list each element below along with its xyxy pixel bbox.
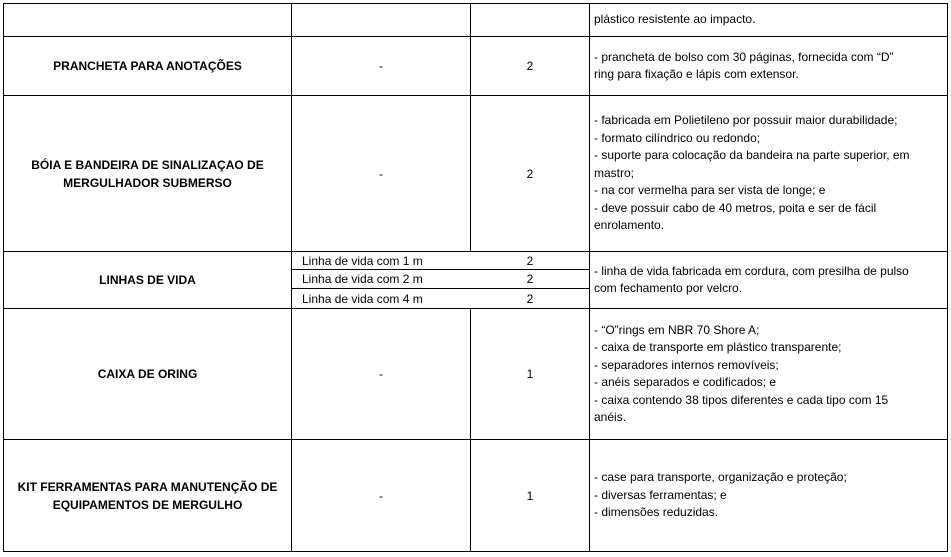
equipment-table — [3, 3, 948, 552]
quantity-cell: 2 — [526, 166, 534, 181]
description-cell — [590, 96, 947, 251]
item-name — [4, 4, 291, 36]
quantity-cell: 2 — [526, 291, 534, 306]
description-cell — [590, 4, 947, 36]
description-line: - case para transporte, organização e proteção; — [594, 470, 847, 485]
model-cell: - — [379, 367, 383, 381]
quantity-cell: 2 — [526, 272, 534, 286]
description-line: - caixa contendo 38 tipos diferentes e cada tipo com 15 — [594, 392, 889, 407]
quantity-cell: 1 — [526, 488, 534, 503]
description-line: - fabricada em Polietileno por possuir maior durabilidade; — [594, 113, 898, 128]
description-line: - prancheta de bolso com 30 páginas, fornecida com “D” — [594, 49, 894, 64]
description-cell — [590, 309, 947, 439]
item-name: LINHAS DE VIDA — [99, 273, 196, 287]
item-name: CAIXA DE ORING — [97, 367, 198, 381]
description-line: - suporte para colocação da bandeira na parte superior, em — [594, 148, 910, 163]
table-border — [947, 3, 948, 552]
item-name: BÓIA E BANDEIRA DE SINALIZAÇAO DE MERGULHADOR SUBMERSO — [31, 157, 264, 190]
description-line: com fechamento por velcro. — [594, 281, 743, 295]
description-line: - deve possuir cabo de 40 metros, poita e ser de fácil — [594, 200, 877, 215]
quantity-cell: 2 — [526, 253, 534, 268]
description-line: plástico resistente ao impacto. — [594, 12, 756, 27]
model-cell: Linha de vida com 1 m — [302, 253, 423, 268]
description-cell — [590, 252, 947, 308]
description-line: - dimensões reduzidas. — [594, 505, 719, 520]
description-line: - diversas ferramentas; e — [594, 487, 727, 502]
description-line: enrolamento. — [594, 218, 665, 233]
description-line: mastro; — [594, 165, 635, 180]
description-line: - linha de vida fabricada em cordura, com presilha de pulso — [594, 263, 909, 278]
quantity-cell — [471, 4, 589, 36]
description-line: - formato cilíndrico ou redondo; — [594, 130, 761, 145]
model-cell: Linha de vida com 2 m — [302, 272, 423, 286]
model-cell: - — [379, 59, 383, 73]
model-cell: - — [379, 166, 383, 181]
description-line: anéis. — [594, 410, 627, 424]
description-cell — [590, 440, 947, 551]
description-line: - caixa de transporte em plástico transparente; — [594, 340, 842, 354]
description-line: - “O”rings em NBR 70 Shore A; — [594, 322, 760, 337]
quantity-cell: 1 — [526, 367, 534, 381]
model-cell — [292, 4, 470, 36]
model-cell: Linha de vida com 4 m — [302, 291, 423, 306]
item-name: PRANCHETA PARA ANOTAÇÕES — [53, 59, 242, 73]
table-border — [3, 551, 948, 552]
item-name: KIT FERRAMENTAS PARA MANUTENÇÃO DE EQUIPAMENTOS DE MERGULHO — [17, 479, 278, 512]
quantity-cell: 2 — [526, 59, 534, 73]
model-cell: - — [379, 488, 383, 503]
description-line: ring para fixação e lápis com extensor. — [594, 67, 799, 81]
description-line: - separadores internos removíveis; — [594, 357, 779, 372]
description-line: - na cor vermelha para ser vista de longe; e — [594, 183, 826, 198]
description-cell — [590, 37, 947, 95]
description-line: - anéis separados e codificados; e — [594, 375, 777, 389]
